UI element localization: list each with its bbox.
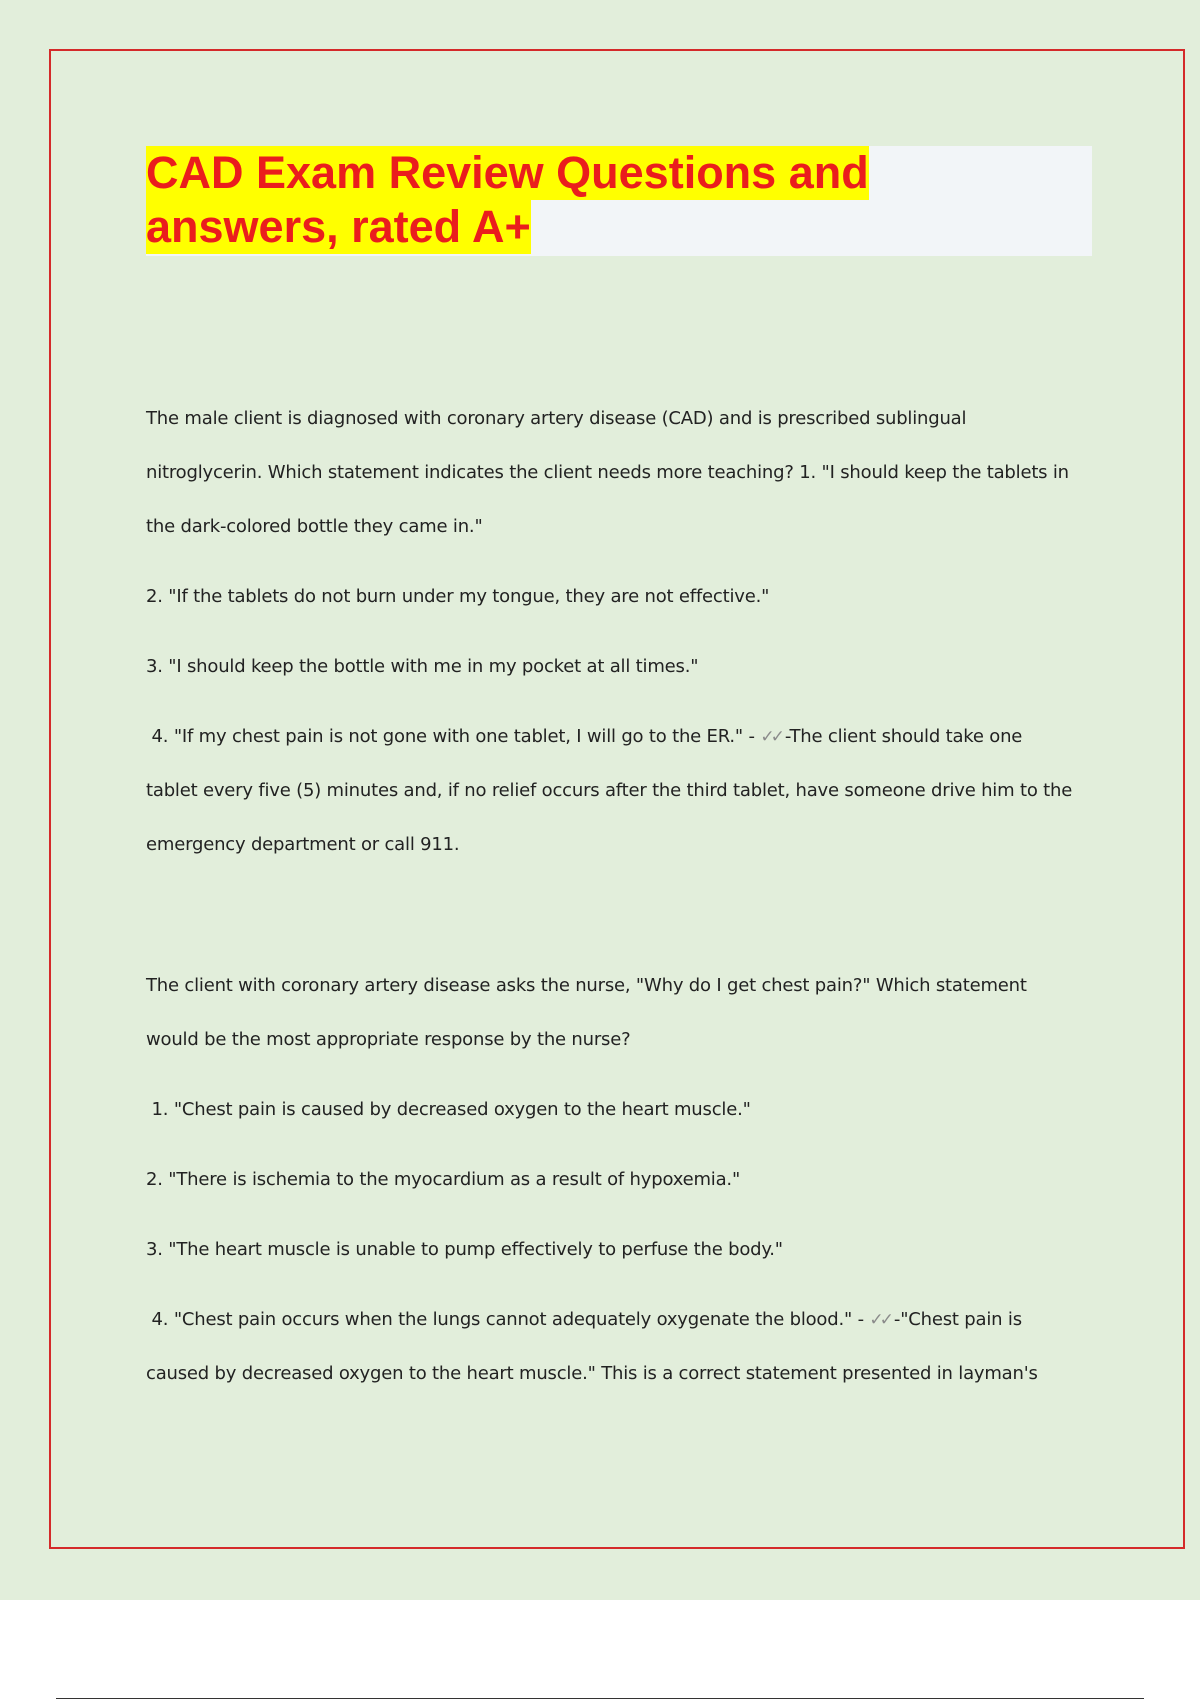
question-1-answer-line-2: tablet every five (5) minutes and, if no relief occurs after the third tablet, have someone drive him to the <box>146 780 1073 801</box>
question-1-stem-line-3: the dark-colored bottle they came in." <box>146 516 483 537</box>
footer-divider <box>56 1698 1144 1699</box>
title-block <box>146 146 1092 256</box>
question-2-option-3: 3. "The heart muscle is unable to pump effectively to perfuse the body." <box>146 1239 783 1260</box>
question-1-answer-line-3: emergency department or call 911. <box>146 834 460 855</box>
question-2-option-2: 2. "There is ischemia to the myocardium as a result of hypoxemia." <box>146 1169 741 1190</box>
question-2-stem-line-1: The client with coronary artery disease asks the nurse, "Why do I get chest pain?" Which statement <box>146 975 1027 996</box>
question-1-stem-line-1: The male client is diagnosed with coronary artery disease (CAD) and is prescribed sublingual <box>146 408 967 429</box>
question-1-option-3: 3. "I should keep the bottle with me in my pocket at all times." <box>146 656 699 677</box>
question-1-option-4-line <box>146 710 1092 764</box>
question-2-option-1: 1. "Chest pain is caused by decreased oxygen to the heart muscle." <box>146 1099 751 1120</box>
question-1-option-2: 2. "If the tablets do not burn under my tongue, they are not effective." <box>146 586 770 607</box>
question-2-option-4-and-answer <box>146 1293 1092 1401</box>
question-1-option-4: 4. "If my chest pain is not gone with one tablet, I will go to the ER." - <box>146 726 761 747</box>
question-2-option-4-line <box>146 1293 1092 1347</box>
title-line-1: CAD Exam Review Questions and <box>146 147 869 198</box>
question-2-stem <box>146 959 1092 1067</box>
question-1-answer-start: -The client should take one <box>784 726 1023 747</box>
question-2-option-4: 4. "Chest pain occurs when the lungs cannot adequately oxygenate the blood." - <box>146 1309 870 1330</box>
document-title <box>146 146 1092 254</box>
document-body <box>146 392 1092 1401</box>
question-1-option-4-and-answer <box>146 710 1092 872</box>
double-check-icon: ✓✓ <box>869 1310 890 1330</box>
title-line-2: answers, rated A+ <box>146 201 531 252</box>
question-2-answer-line-2: caused by decreased oxygen to the heart muscle." This is a correct statement presented in layman's <box>146 1363 1038 1384</box>
double-check-icon: ✓✓ <box>760 727 781 747</box>
question-2-answer-start: -"Chest pain is <box>893 1309 1022 1330</box>
question-1-stem <box>146 392 1092 554</box>
question-1-stem-line-2: nitroglycerin. Which statement indicates the client needs more teaching? 1. "I should keep the tablets in <box>146 462 1069 483</box>
question-2-stem-line-2: would be the most appropriate response by the nurse? <box>146 1029 631 1050</box>
